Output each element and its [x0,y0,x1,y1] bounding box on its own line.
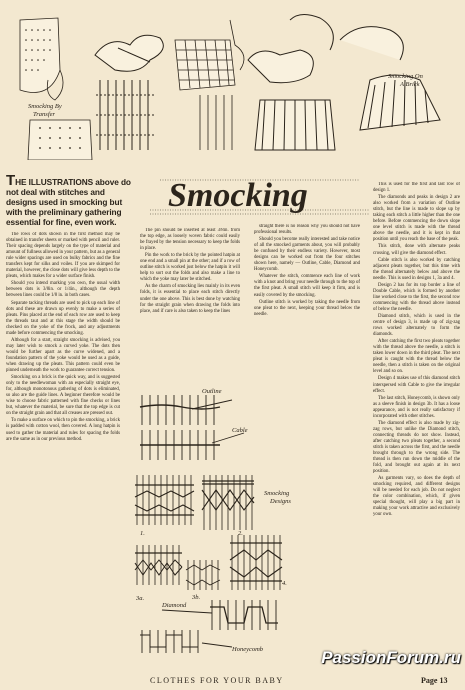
watermark: PassionForum.ru [321,648,461,667]
label-honeycomb: Honeycomb [232,646,264,653]
col4-paragraph: The diamond effect is also made by zig-zag rows, but unlike the Diamond stitch, connecting threads do not show. Instead, after catching two pleats together, a second stitch is taken across the first, and the needle brought through to the wrong side. The thread is then run down the middle of the fold, and brought out again at its next position. [373,420,460,475]
col4-paragraph: Design 2 has for its top border a line of Double Cable, which is formed by another line worked close to the first, the second row commencing with the thread above instead of below the needle. [373,282,460,312]
col1-paragraph: Separate tacking threads are used to pick up each line of dots and these are drawn up evenly to make a series of pleats. Pins placed at the end of each row are used to keep the threads taut and at this stage the width should be checked on the yoke of the frock, and any adjustments made before commencing the smocking. [6,300,120,336]
checked-fabric-illustration [175,20,244,150]
col3-paragraph: straight there is no reason why you should not have professional results. [254,224,360,236]
col1-paragraph: Should you intend marking you own, the usual width between dots is 3/8in. or 1/4in., although the depth between lines could be 1/8 in. in both cases. [6,281,120,299]
intro-paragraph [6,172,134,227]
col2-paragraph: As the charm of smocking lies mainly in its even folds, it is essential to place each stitch directly under the one above. This is best done by watching for the straight grain when drawing the folds into place, and if care is also taken to keep the lines [140,284,240,314]
design-3b-diagram [186,560,220,590]
label-transfer-line2: Transfer [33,111,56,118]
col4-paragraph: This is used for the first and last row of design 1. [373,182,460,194]
col4-paragraph: As garments vary, so does the depth of smocking required, and different designs will be needed for each job. Do not neglect the color combination, which, if given special thought, will play a big part in making your work attractive and exclusively your own. [373,476,460,518]
label-cable: Cable [232,427,248,434]
col2-paragraph: The pin should be inserted at least 3/8in. from the top edge, as loosely woven fabric could easily be frayed by the tension necessary to keep the folds in place. [140,228,240,252]
gathering-illustrations [0,0,465,160]
design-4-diagram [230,535,282,590]
label-smocking-designs-2: Designs [270,498,291,505]
design-2-diagram [202,475,254,530]
column-4 [373,182,460,647]
footer-page-number: Page 13 [421,676,448,685]
column-2 [140,228,240,348]
footer-magazine-title: CLOTHES FOR YOUR BABY [150,676,284,685]
intro-text: HE ILLUSTRATIONS above do not deal with stitches and designs used in smocking but with the preliminary gathering essential for fine, even work. [6,177,131,227]
col1-paragraph: To make a surface on which to pin the smocking, a brick is padded with cotton wool, then covered. A long hatpin is used to gather the material and rules for spacing the folds are the same as in our previous method. [6,418,120,442]
col3-paragraph: Whatever the stitch, commence each line of work with a knot and bring your needle through to the top of the first pleat. A small stitch will keep it firm, and is easily covered by the smocking. [254,274,360,298]
col3-paragraph: Should you become really interested and take notice of all the smocked garments about, you will probably be confused by their endless variety. However, most designs can be worked out from the four stitches shown here, namely — Outline, Cable, Diamond and Honeycomb. [254,237,360,273]
honeycomb-stitch-diagram [140,630,232,653]
col4-paragraph: The last stitch, Honeycomb, is shown only as a sleeve finish in design 3b. It has a loose appearance, and is not really satisfactory if incorporated with other stitches. [373,395,460,419]
page-footer [0,673,465,690]
column-1 [6,232,120,632]
col4-paragraph: Cable stitch is also worked by catching adjacent pleats together, but this time with the thread alternately below and above the needle. This is used in designs 1, 3a and 4. [373,257,460,281]
col4-paragraph: The diamonds and peaks in design 2 are also worked from a variation of Outline stitch, but the line is made to slope up by taking each stitch a little higher than the one before. Before commencing the down slope one level stitch is made with the thread above the needle, and it is kept in that position until you reach the base of the peak. [373,195,460,243]
intro-dropcap: T [6,172,16,189]
col4-paragraph: Diamond stitch, which is used in the centre of design 3, is made up of zig-zag rows worked alternately to form the diamonds. [373,313,460,338]
label-design-3b: 3b. [192,594,201,601]
col1-paragraph: Although for a start, straight smocking is advised, you may later wish to smock a curved yoke. The dots then would be further apart as the curve widened, and a foundation pattern of the yoke would be used as a guide, when drawing up the pleats. This pattern could even be pinned underneath the work to guarantee correct tension. [6,337,120,374]
dotted-fabric-illustration [28,120,92,160]
col1-paragraph: Smocking on a brick is the quick way, and is suggested only to the needlewoman with an especially straight eye, for, although monotonous gathering of dots is eliminated, so also are the guide lines. A beginner therefore would be wise to choose fabric patterned with fine checks or lines but, whatever the material, be sure that the top edge is cut on the straight grain and that all creases are pressed out. [6,375,120,417]
col1-paragraph: The rows of dots shown in the first method may be obtained in transfer sheets or marked with pencil and ruler. Their spacing depends largely on the type of material and amount of fullness allowed in your pattern, but as a general rule wider spacings are used on bulky fabrics and the fine transfers kept for silks and voiles. If you are skimped for material, however, the close dots will give less depth to the pleats, which makes for a wider surface finish. [6,232,120,280]
design-3-diagram [135,545,182,585]
label-design-3a: 3a. [136,595,145,602]
label-transfer-line1: Smocking By [28,103,62,110]
label-design-2: 2. [238,530,243,537]
smocking-title-lettering [140,170,380,222]
col4-paragraph: Design 4 makes use of this diamond stitch interspersed with Cable to give the irregular effect. [373,376,460,394]
label-brick-line2: A Brick [400,81,420,88]
label-smocking-designs-1: Smocking [264,490,290,497]
brick-hand-illustration [248,14,335,150]
label-design-4: 4. [282,580,287,587]
col4-paragraph: This stitch, done with alternate peaks crossing, will give the diamond effect. [373,244,460,256]
outline-stitch-diagram [140,395,232,425]
label-outline: Outline [202,388,222,395]
hand-with-needle-illustration [95,35,163,150]
stitch-diagrams [132,385,370,655]
label-diamond: Diamond [162,602,187,609]
label-design-1: 1. [140,530,145,537]
col3-paragraph: Outline stitch is worked by taking the needle from one pleat to the next, keeping your thread below the needle. [254,299,360,317]
column-3 [254,224,360,364]
design-1-diagram [135,475,194,525]
cable-stitch-diagram [140,430,244,460]
title-text: Smocking [168,177,308,214]
col4-paragraph: After catching the first two pleats together with the thread above the needle, a stitch is taken lower down in the third pleat. The next pleat is caught with the thread below the needle, then a stitch is taken on the original level and so on. [373,339,460,375]
col2-paragraph: Pin the work to the brick by the pointed hatpin at one end and a small pin at the other; and if a row of outline stitch is worked just below the hatpin it will help to sort out the folds and also make a line to which the yoke may later be stitched. [140,253,240,283]
transfer-dot-sheet-illustration [20,18,63,100]
label-brick-line1: Smocking On [388,73,423,80]
